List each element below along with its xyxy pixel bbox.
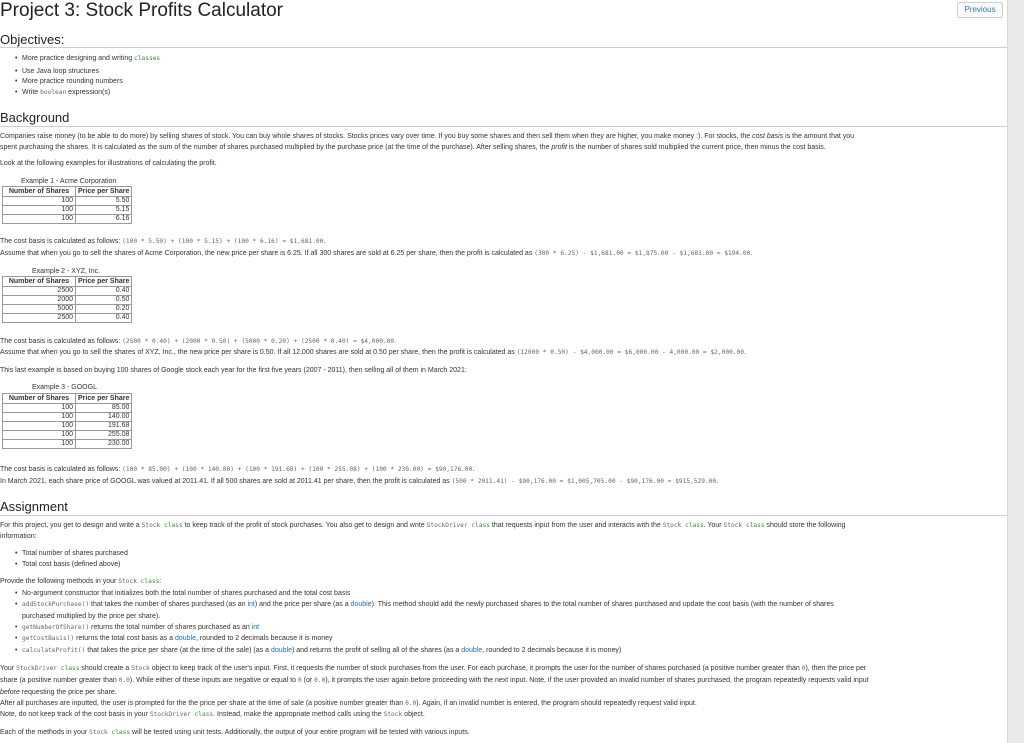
example-2-cost-basis: The cost basis is calculated as follows: (2500 * 0.40) + (2000 * 0.50) + (5000 * 0.20) + (2500 * 0.40) = $4,000.00. <box>0 338 397 345</box>
example-1-cost-basis: The cost basis is calculated as follows: (100 * 5.50) + (100 * 5.15) + (100 * 6.16) = $1,681.00. <box>0 238 326 245</box>
method-item: • getCostBasis() returns the total cost basis as a double, rounded to 2 decimals because it is money <box>22 634 333 643</box>
column-header: Price per Share <box>76 394 132 404</box>
column-header: Number of Shares <box>3 277 76 287</box>
driver-line-6: Each of the methods in your Stock class will be tested using unit tests. Additionally, the output of your entire program will be tested with various inputs. <box>0 729 470 736</box>
example-3-cost-basis: The cost basis is calculated as follows: (100 * 85.00) + (100 * 140.00) + (100 * 191.68) + (100 * 255.08) + (100 * 230.00) = $90,176.00. <box>0 466 475 473</box>
table-row: 2000 0.50 <box>3 296 132 305</box>
method-item: • calculateProfit() that takes the price per share (at the time of the sale) (as a double) and returns the profit of selling all of the shares (as a double, rounded to 2 decimals because it is money) <box>22 646 621 655</box>
table-row: 2500 0.40 <box>3 287 132 296</box>
store-item: • Total cost basis (defined above) <box>22 560 120 569</box>
table-row: 100 5.15 <box>3 206 132 215</box>
table-row: 100 5.50 <box>3 197 132 206</box>
example-3-table <box>2 393 132 449</box>
table-row: 100 255.08 <box>3 431 132 440</box>
methods-intro: Provide the following methods in your Stock class: <box>0 578 162 585</box>
table-row: 100 230.00 <box>3 440 132 449</box>
table-row: 100 191.68 <box>3 422 132 431</box>
assignment-heading: Assignment <box>0 499 68 514</box>
assignment-intro-line-1: For this project, you get to design and write a Stock class to keep track of the profit of stock purchases. You also get to design and write StockDriver class that requests input from the user and interacts with the Stock class. Your Stock class should store the following <box>0 522 846 529</box>
method-item: • getNumberOfShare() returns the total number of shares purchased as an int <box>22 623 259 632</box>
driver-line-5: Note, do not keep track of the cost basis in your StockDriver class. Instead, make the appropriate method calls using the Stock object. <box>0 711 425 718</box>
table-row: 5000 0.20 <box>3 305 132 314</box>
column-header: Price per Share <box>76 277 132 287</box>
example-3-profit: In March 2021, each share price of GOOGL was valued at 2011.41. If all 500 shares are sold at 2011.41 per share, then the profit is calculated as (500 * 2011.41) - $90,176.00 = $1,005,705.00 - $90,176.00 = $915,529.00. <box>0 478 719 485</box>
example-2-profit: Assume that when you go to sell the shares of XYZ, Inc., the new price per share is 0.50. If all 12,000 shares are sold at 0.50 per share, then the profit is calculated as (12000 * 0.50) - $4,000.00 = $6,000.00 - 4,000.00 = $2,000.00. <box>0 349 746 356</box>
divider <box>0 515 1007 516</box>
objective-item: • Use Java loop structures <box>22 67 99 76</box>
driver-line-3: before requesting the price per share. <box>0 689 117 696</box>
method-item: • No-argument constructor that initializes both the total number of shares purchased and the total cost basis <box>22 589 350 598</box>
column-header: Number of Shares <box>3 394 76 404</box>
example-1-profit: Assume that when you go to sell the shares of Acme Corporation, the new price per share is 6.25. If all 300 shares are sold at 6.25 per share, then the profit is calculated as (300 * 6.25) - $1,681.00 = $1,875.00 - $1,681.00 = $194.00. <box>0 250 753 257</box>
method-item: • addStockPurchase() that takes the number of shares purchased (as an int) and the price per share (as a double). This method should add the newly purchased shares to the total number of shares purchased and update the cost basis (with the number of shares <box>22 600 834 609</box>
divider <box>0 47 1007 48</box>
column-header: Number of Shares <box>3 187 76 197</box>
example-2-table <box>2 276 132 323</box>
method-item-continued: purchased multiplied by the price per share). <box>22 613 161 620</box>
divider <box>0 126 1007 127</box>
previous-button[interactable]: Previous <box>957 2 1003 18</box>
table-row: 100 6.16 <box>3 215 132 224</box>
background-intro-line-1: Companies raise money (to be able to do more) by selling shares of stock. You can buy whole shares of stocks. Stocks prices vary over time. If you buy some shares and then sell them when they are higher, you make money :). For stocks, the cost basis is the amount that you <box>0 133 855 140</box>
page-title: Project 3: Stock Profits Calculator <box>0 0 283 21</box>
objective-item: • More practice rounding numbers <box>22 77 123 86</box>
driver-line-1: Your StockDriver class should create a Stock object to keep track of the user's input. First, it requests the number of stock purchases from the user. For each purchase, it prompts the user for the number of shares purchased (a positive number greater than 0), then the price per <box>0 665 867 672</box>
table-row: 100 140.00 <box>3 413 132 422</box>
objective-item: • More practice designing and writing classes <box>22 54 160 63</box>
store-item: • Total number of shares purchased <box>22 549 128 558</box>
example-3-caption: Example 3 - GOOGL <box>32 384 97 391</box>
objective-item: • Write boolean expression(s) <box>22 88 110 97</box>
table-row: 100 85.00 <box>3 404 132 413</box>
driver-line-4: After all purchases are inputted, the user is prompted for the the price per share at the time of sale (a positive number greater than 0.0). Again, if an invalid number is entered, the program should repeatedly request valid input. <box>0 700 697 707</box>
example-1-caption: Example 1 - Acme Corporation <box>21 178 117 185</box>
column-header: Price per Share <box>76 187 132 197</box>
vertical-scrollbar[interactable] <box>1007 0 1024 743</box>
assignment-intro-line-2: information: <box>0 533 37 540</box>
example-1-table <box>2 186 132 224</box>
objectives-heading: Objectives: <box>0 32 65 47</box>
example-3-intro: This last example is based on buying 100 shares of Google stock each year for the first five years (2007 - 2011), then selling all of them in March 2021: <box>0 367 467 374</box>
look-text: Look at the following examples for illustrations of calculating the profit. <box>0 160 217 167</box>
table-row: 2500 0.40 <box>3 314 132 323</box>
example-2-caption: Example 2 - XYZ, Inc. <box>32 268 101 275</box>
background-intro-line-2: spent purchasing the shares. It is calculated as the sum of the number of shares purchased multiplied by the purchase price (at the time of the purchase). After selling shares, the profit is the number of shares sold multiplied the current price, then minus the cost basis. <box>0 144 826 151</box>
driver-line-2: share (a positive number greater than 0.0). While either of these inputs are negative or equal to 0 (or 0.0), it prompts the user again before proceeding with the next input. Note, if the user provided an invalid number of shares purchased, the program repeatedly requests valid input <box>0 677 869 684</box>
background-heading: Background <box>0 110 70 125</box>
